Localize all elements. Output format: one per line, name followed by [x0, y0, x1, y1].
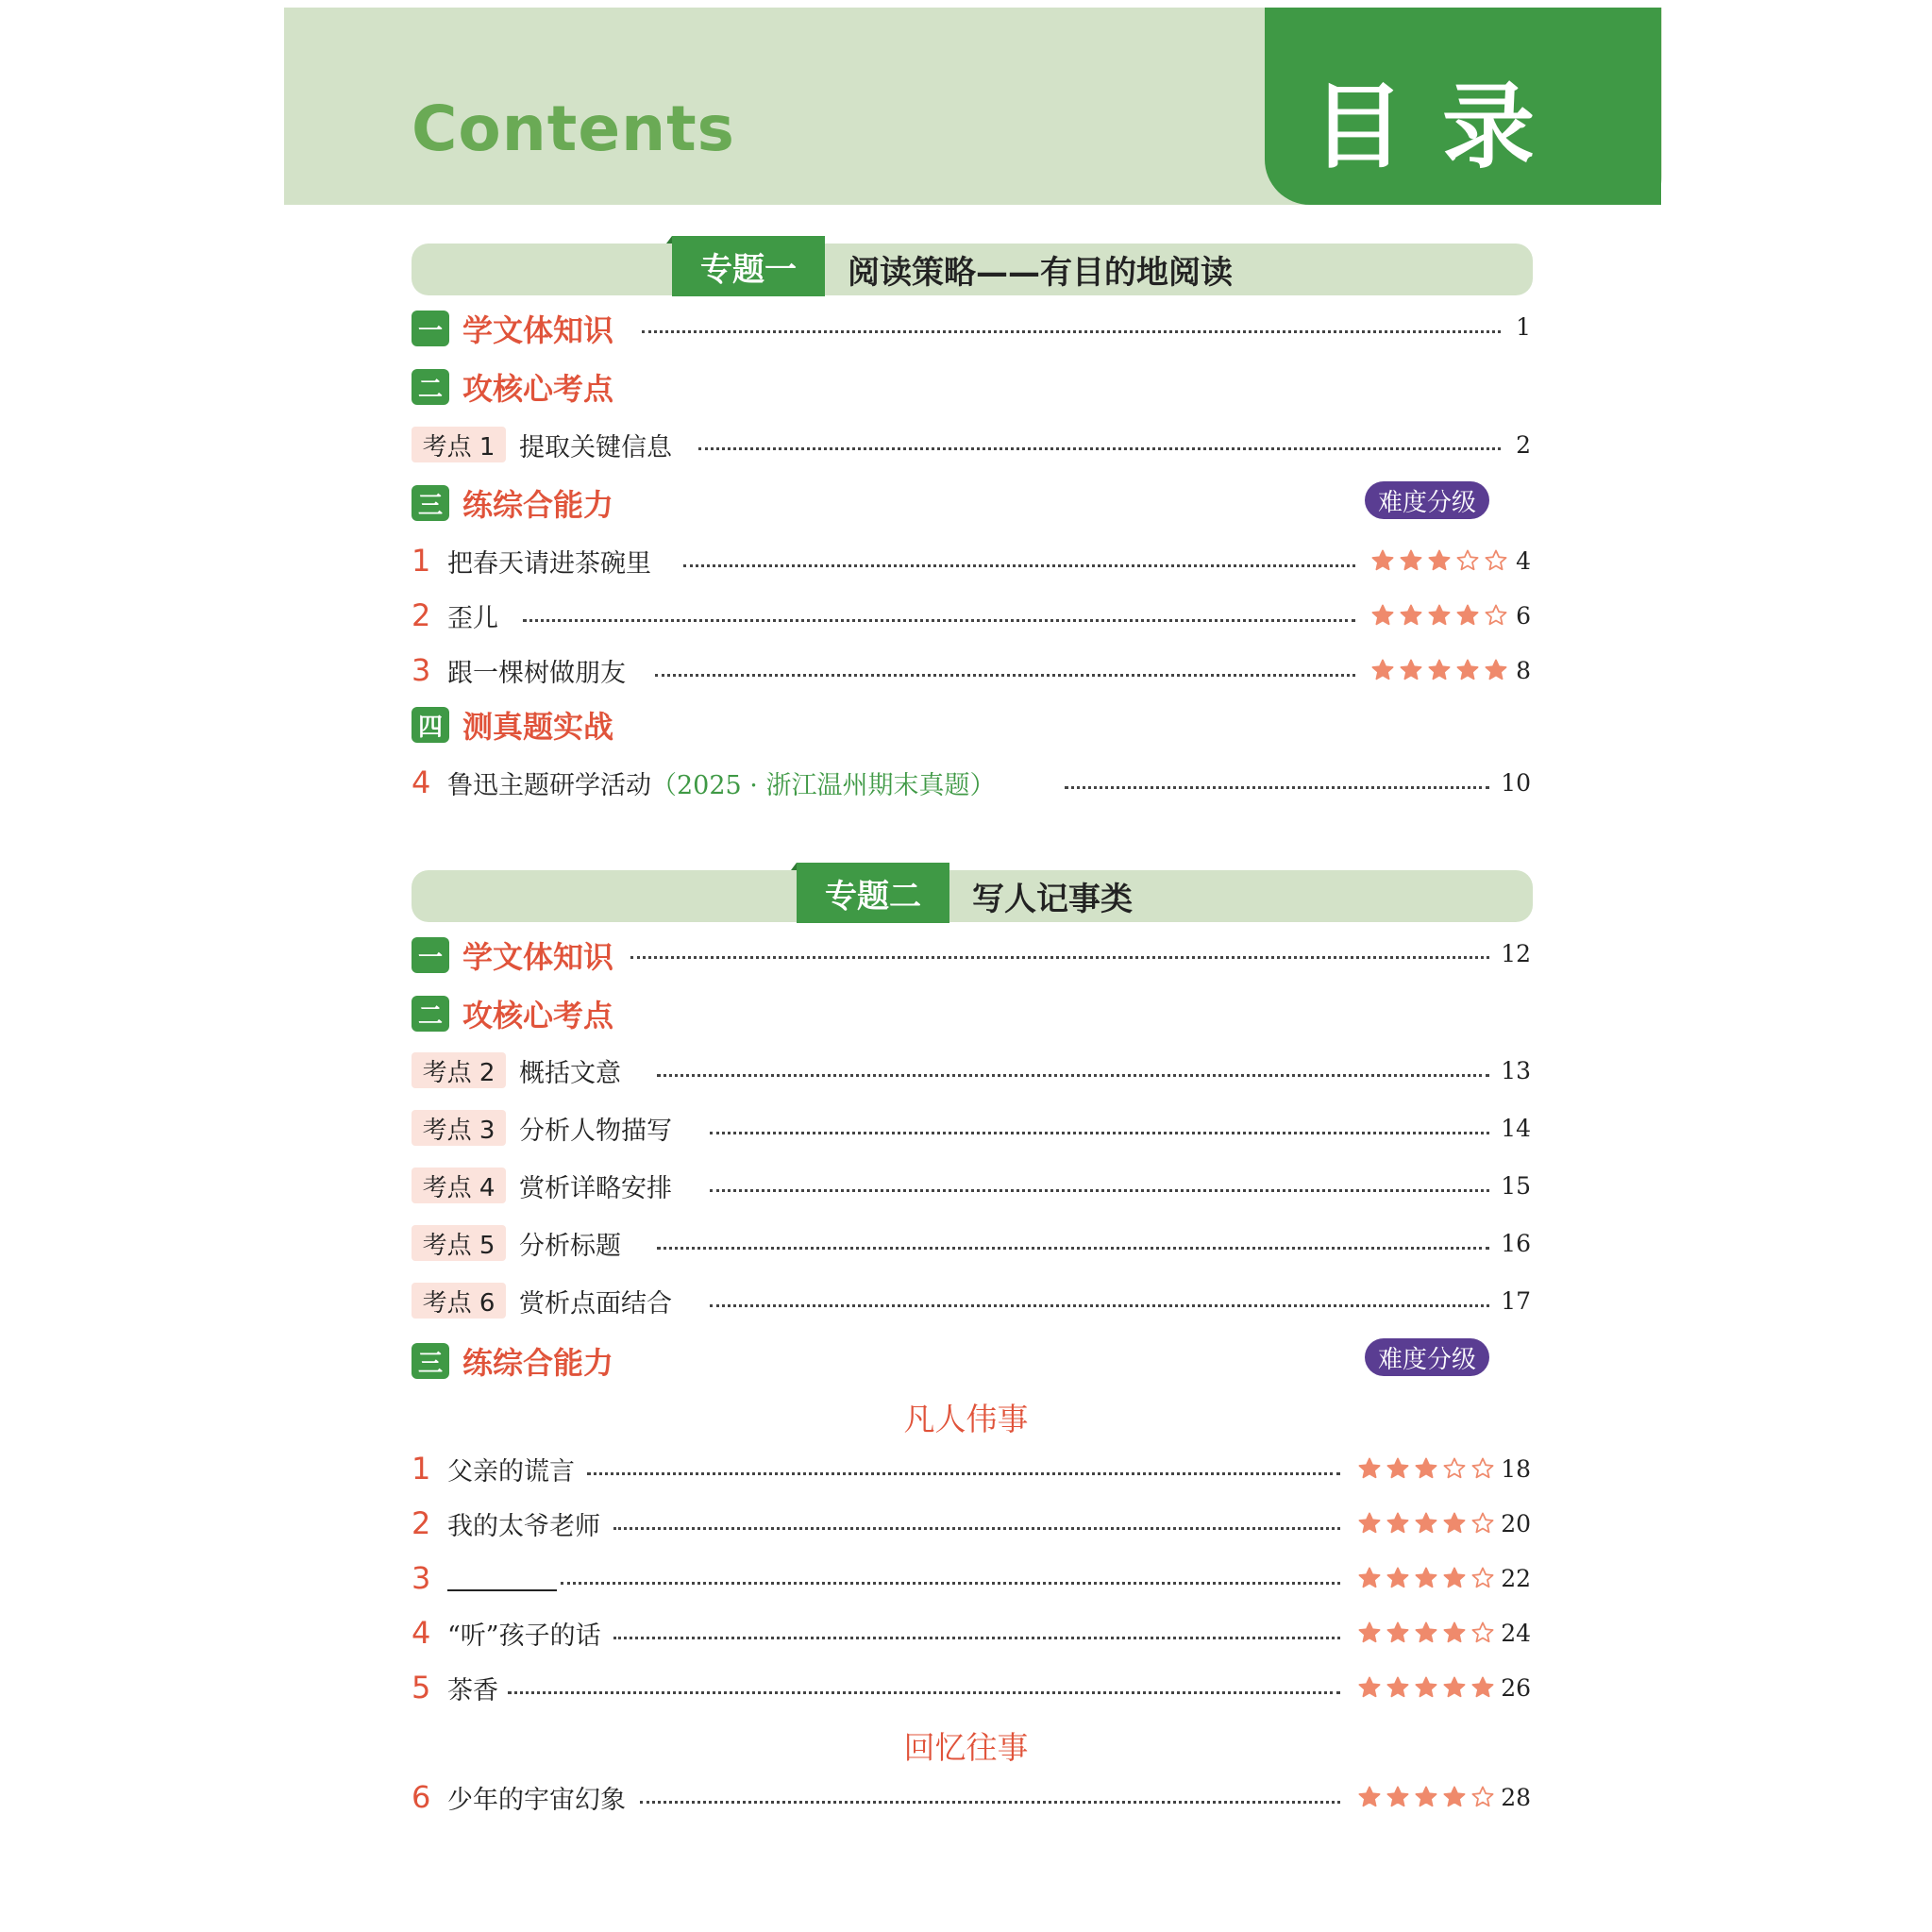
section-badge: 三 — [412, 485, 449, 521]
star-filled-icon — [1386, 1511, 1410, 1536]
item-number: 3 — [412, 652, 431, 688]
star-filled-icon — [1427, 603, 1452, 628]
page-number: 17 — [1501, 1287, 1531, 1315]
star-filled-icon — [1414, 1566, 1438, 1590]
section-badge: 一 — [412, 937, 449, 973]
page-number: 2 — [1516, 431, 1531, 459]
list-item[interactable] — [412, 1778, 626, 1816]
star-filled-icon — [1386, 1785, 1410, 1809]
subheading: 回忆往事 — [903, 1729, 1029, 1766]
dot-leader — [523, 619, 1355, 622]
topic-title-2: 写人记事类 — [972, 881, 1133, 918]
section-label: 练综合能力 — [462, 487, 614, 523]
star-filled-icon — [1455, 603, 1480, 628]
star-filled-icon — [1442, 1675, 1467, 1700]
section-badge: 一 — [412, 311, 449, 346]
star-empty-icon — [1484, 548, 1508, 573]
star-filled-icon — [1399, 658, 1423, 682]
item-number: 4 — [412, 1615, 431, 1651]
dot-leader — [657, 1074, 1489, 1077]
dot-leader — [561, 1582, 1340, 1585]
kd-row[interactable] — [412, 1051, 621, 1089]
kd-badge: 考点 1 — [412, 427, 506, 462]
page-number: 24 — [1501, 1620, 1531, 1647]
star-filled-icon — [1442, 1621, 1467, 1645]
kd-badge: 考点 6 — [412, 1283, 506, 1319]
dot-leader — [613, 1637, 1340, 1639]
difficulty-stars — [1357, 1456, 1495, 1481]
page-number: 15 — [1501, 1172, 1531, 1200]
dot-leader — [655, 674, 1355, 677]
star-empty-icon — [1442, 1456, 1467, 1481]
kd-text: 概括文意 — [519, 1058, 621, 1088]
star-empty-icon — [1470, 1785, 1495, 1809]
difficulty-stars — [1370, 548, 1508, 573]
header-title-zh: 目录 — [1312, 74, 1573, 181]
page-number: 13 — [1501, 1057, 1531, 1084]
star-filled-icon — [1386, 1675, 1410, 1700]
dot-leader — [630, 956, 1489, 959]
section-label: 攻核心考点 — [462, 998, 614, 1033]
section-label: 攻核心考点 — [462, 371, 614, 407]
page-number: 16 — [1501, 1230, 1531, 1257]
item-text: 父亲的谎言 — [447, 1456, 575, 1487]
list-item[interactable] — [412, 1669, 498, 1706]
star-filled-icon — [1386, 1621, 1410, 1645]
difficulty-badge: 难度分级 — [1365, 1338, 1489, 1376]
star-filled-icon — [1455, 658, 1480, 682]
section-badge: 二 — [412, 996, 449, 1032]
star-filled-icon — [1442, 1785, 1467, 1809]
star-filled-icon — [1399, 603, 1423, 628]
star-filled-icon — [1470, 1675, 1495, 1700]
star-filled-icon — [1414, 1675, 1438, 1700]
dot-leader — [710, 1189, 1489, 1192]
topic-bar-1 — [412, 244, 1533, 295]
item-text: “听”孩子的话 — [447, 1621, 601, 1651]
section-label: 学文体知识 — [462, 312, 614, 348]
dot-leader — [710, 1132, 1489, 1134]
item-number: 5 — [412, 1670, 431, 1705]
section-label: 测真题实战 — [462, 709, 614, 745]
section-header[interactable] — [412, 308, 613, 349]
star-filled-icon — [1386, 1566, 1410, 1590]
star-empty-icon — [1470, 1621, 1495, 1645]
page-number: 22 — [1501, 1565, 1531, 1592]
kd-badge: 考点 5 — [412, 1225, 506, 1261]
dot-leader — [508, 1691, 1340, 1694]
star-filled-icon — [1399, 548, 1423, 573]
star-filled-icon — [1414, 1511, 1438, 1536]
difficulty-stars — [1357, 1675, 1495, 1700]
section-header — [412, 482, 613, 524]
dot-leader — [657, 1247, 1489, 1250]
page-number: 6 — [1516, 602, 1531, 630]
section-label: 练综合能力 — [462, 1345, 614, 1381]
blank-line — [447, 1565, 557, 1591]
dot-leader — [640, 1801, 1340, 1804]
item-number: 3 — [412, 1560, 431, 1596]
difficulty-stars — [1370, 658, 1508, 682]
section-header[interactable] — [412, 934, 613, 976]
list-item[interactable] — [412, 1614, 601, 1652]
kd-row[interactable] — [412, 1282, 672, 1319]
star-empty-icon — [1470, 1566, 1495, 1590]
item-number: 2 — [412, 597, 431, 633]
page-number: 26 — [1501, 1674, 1531, 1702]
item-text: 茶香 — [447, 1675, 498, 1705]
section-header — [412, 993, 613, 1034]
star-empty-icon — [1470, 1456, 1495, 1481]
star-empty-icon — [1455, 548, 1480, 573]
star-filled-icon — [1357, 1511, 1382, 1536]
dot-leader — [683, 564, 1355, 567]
item-number: 6 — [412, 1779, 431, 1815]
star-filled-icon — [1427, 658, 1452, 682]
page-number: 8 — [1516, 657, 1531, 684]
page-number: 20 — [1501, 1510, 1531, 1537]
section-label: 学文体知识 — [462, 939, 614, 975]
kd-row[interactable] — [412, 426, 672, 463]
page-number: 1 — [1516, 313, 1531, 341]
item-text: 把春天请进茶碗里 — [447, 548, 651, 579]
star-empty-icon — [1484, 603, 1508, 628]
difficulty-badge: 难度分级 — [1365, 481, 1489, 519]
page-number: 10 — [1501, 769, 1531, 797]
dot-leader — [587, 1472, 1340, 1475]
star-empty-icon — [1470, 1511, 1495, 1536]
kd-badge: 考点 3 — [412, 1110, 506, 1146]
item-text: 少年的宇宙幻象 — [447, 1785, 626, 1815]
star-filled-icon — [1484, 658, 1508, 682]
item-number: 4 — [412, 764, 431, 800]
list-item[interactable] — [412, 596, 498, 634]
list-item[interactable] — [412, 1450, 575, 1487]
dot-leader — [642, 330, 1501, 333]
header-title-en: Contents — [412, 92, 735, 165]
item-text: 我的太爷老师 — [447, 1511, 600, 1541]
item-number: 1 — [412, 543, 431, 579]
kd-text: 赏析详略安排 — [519, 1173, 672, 1203]
kd-text: 分析人物描写 — [519, 1116, 672, 1146]
section-header — [412, 1340, 613, 1382]
list-item[interactable] — [412, 542, 651, 580]
list-item[interactable] — [412, 1559, 557, 1597]
kd-badge: 考点 2 — [412, 1052, 506, 1088]
difficulty-stars — [1357, 1785, 1495, 1809]
difficulty-stars — [1357, 1511, 1495, 1536]
page-number: 4 — [1516, 547, 1531, 575]
kd-text: 分析标题 — [519, 1231, 621, 1261]
star-filled-icon — [1357, 1785, 1382, 1809]
page-number: 28 — [1501, 1784, 1531, 1811]
page-number: 12 — [1501, 940, 1531, 967]
item-text: 歪儿 — [447, 603, 498, 633]
star-filled-icon — [1427, 548, 1452, 573]
subheading: 凡人伟事 — [903, 1401, 1029, 1437]
section-badge: 四 — [412, 707, 449, 743]
item-text: 跟一棵树做朋友 — [447, 658, 626, 688]
difficulty-stars — [1357, 1621, 1495, 1645]
section-badge: 二 — [412, 369, 449, 405]
kd-row[interactable] — [412, 1167, 672, 1204]
item-number: 2 — [412, 1505, 431, 1541]
page-number: 14 — [1501, 1115, 1531, 1142]
kd-badge: 考点 4 — [412, 1168, 506, 1203]
list-item[interactable] — [412, 651, 626, 689]
star-filled-icon — [1442, 1511, 1467, 1536]
section-header — [412, 366, 613, 408]
star-filled-icon — [1414, 1621, 1438, 1645]
section-header — [412, 704, 613, 746]
star-filled-icon — [1370, 603, 1395, 628]
header-block — [1265, 8, 1661, 205]
topic-title-1: 阅读策略——有目的地阅读 — [848, 254, 1233, 292]
star-filled-icon — [1370, 658, 1395, 682]
star-filled-icon — [1357, 1675, 1382, 1700]
kd-row[interactable] — [412, 1109, 672, 1147]
difficulty-stars — [1370, 603, 1508, 628]
dot-leader — [698, 447, 1501, 450]
topic-tag-1: 专题一 — [672, 236, 825, 296]
kd-row[interactable] — [412, 1224, 621, 1262]
dot-leader — [1065, 786, 1489, 789]
star-filled-icon — [1357, 1566, 1382, 1590]
star-filled-icon — [1370, 548, 1395, 573]
star-filled-icon — [1414, 1456, 1438, 1481]
section-badge: 三 — [412, 1343, 449, 1379]
kd-text: 提取关键信息 — [519, 432, 672, 462]
kd-text: 赏析点面结合 — [519, 1288, 672, 1319]
star-filled-icon — [1442, 1566, 1467, 1590]
item-number: 1 — [412, 1451, 431, 1487]
topic-bar-2 — [412, 870, 1533, 922]
star-filled-icon — [1414, 1785, 1438, 1809]
exam-source: （2025 · 浙江温州期末真题） — [651, 770, 996, 800]
item-text: 鲁迅主题研学活动 — [447, 770, 651, 800]
page-number: 18 — [1501, 1455, 1531, 1483]
topic-tag-2: 专题二 — [797, 863, 949, 923]
star-filled-icon — [1357, 1456, 1382, 1481]
dot-leader — [710, 1304, 1489, 1307]
star-filled-icon — [1357, 1621, 1382, 1645]
star-filled-icon — [1386, 1456, 1410, 1481]
exam-row[interactable] — [412, 764, 995, 801]
dot-leader — [613, 1527, 1340, 1530]
difficulty-stars — [1357, 1566, 1495, 1590]
list-item[interactable] — [412, 1504, 600, 1542]
